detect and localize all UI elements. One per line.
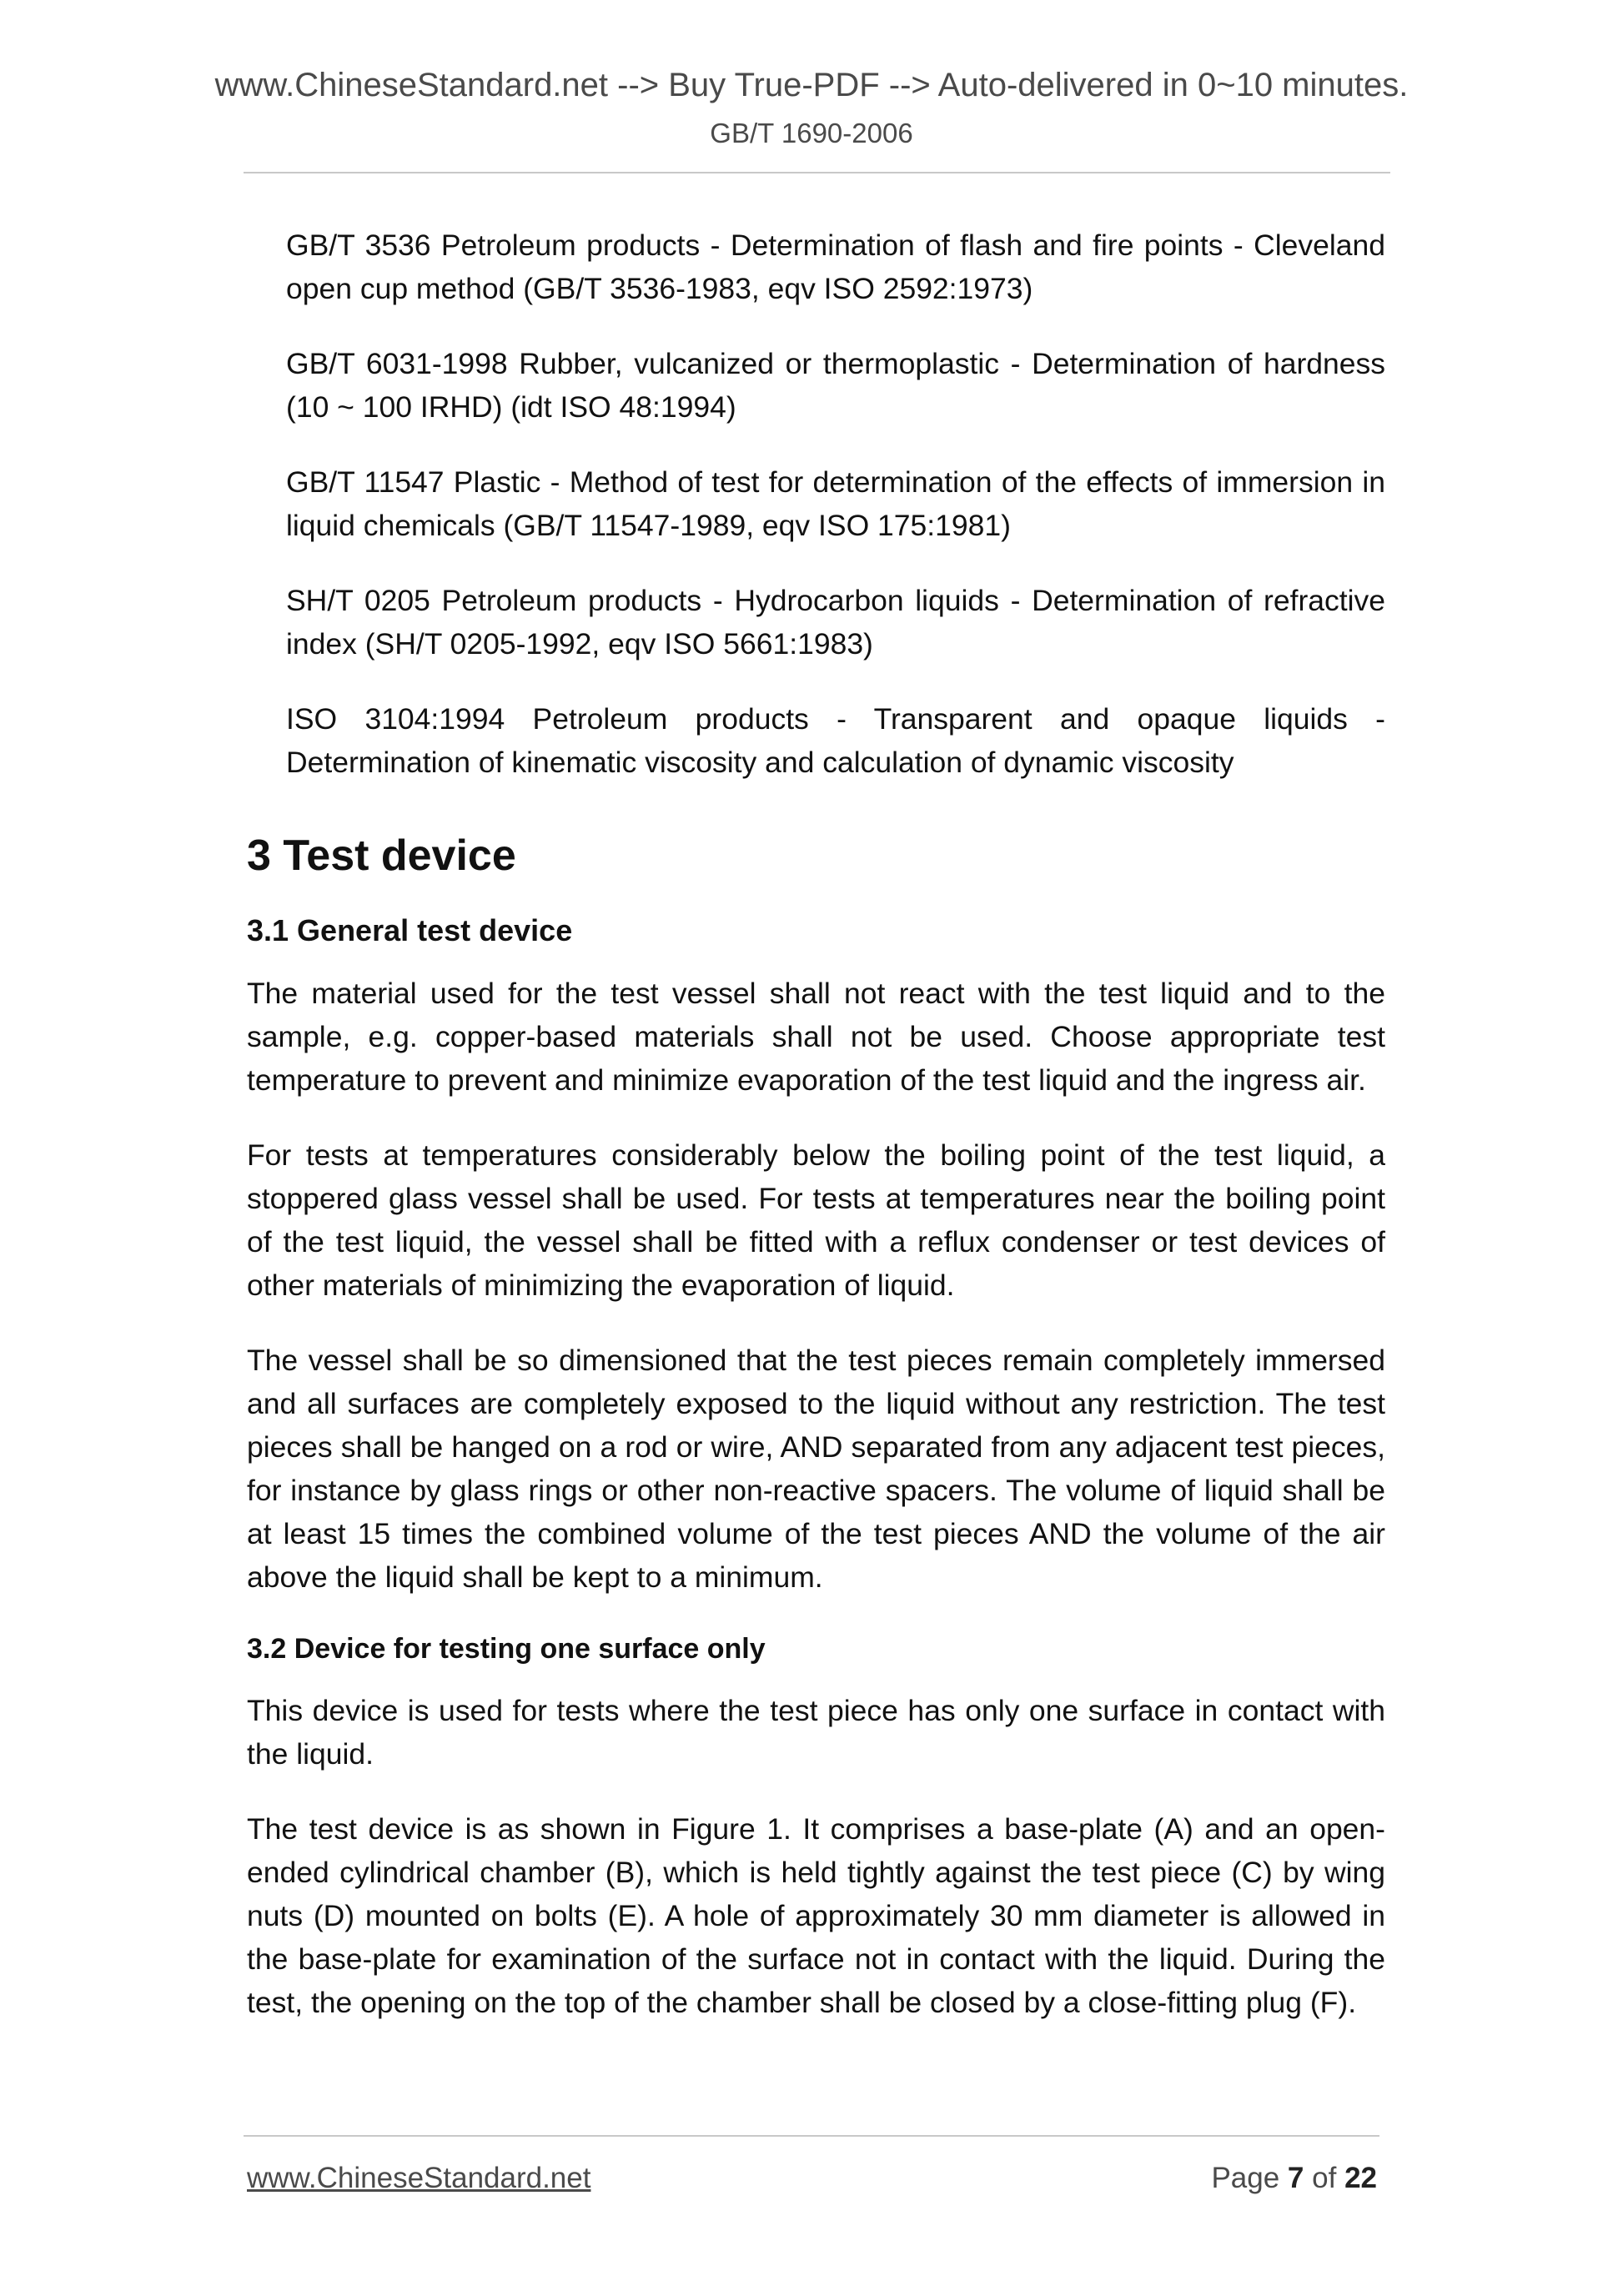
footer-divider — [244, 2135, 1379, 2137]
body-paragraph: The test device is as shown in Figure 1. It comprises a base-plate (A) and an open-ended cylindrical chamber (B), which is held tightly against the test piece (C) by wing nuts (D) mounted on bolts (E). A hole of approximately 30 mm diameter is allowed in the base-plate for examination of the surface not in contact with the liquid. During the test, the opening on the top of the chamber shall be closed by a close-fitting plug (F). — [247, 1812, 1385, 2019]
section-3 — [247, 830, 1385, 2056]
reference-item: GB/T 3536 Petroleum products - Determination of flash and fire points - Cleveland open cup method (GB/T 3536-1983, eqv ISO 2592:1973) — [286, 229, 1385, 305]
subsection-heading-3-1: 3.1 General test device — [247, 913, 573, 947]
page-label: Page — [1211, 2162, 1280, 2194]
reference-item: ISO 3104:1994 Petroleum products - Transparent and opaque liquids - Determination of kinematic viscosity and calculation of dynamic viscosity — [286, 702, 1385, 779]
footer-site-link[interactable]: www.ChineseStandard.net — [247, 2162, 591, 2194]
reference-item: SH/T 0205 Petroleum products - Hydrocarbon liquids - Determination of refractive index (SH/T 0205-1992, eqv ISO 5661:1983) — [286, 584, 1385, 661]
body-paragraph: This device is used for tests where the test piece has only one surface in contact with the liquid. — [247, 1694, 1385, 1771]
total-pages: 22 — [1344, 2162, 1377, 2194]
reference-item: GB/T 11547 Plastic - Method of test for determination of the effects of immersion in liquid chemicals (GB/T 11547-1989, eqv ISO 175:1981) — [286, 465, 1385, 542]
body-paragraph: The vessel shall be so dimensioned that the test pieces remain completely immersed and all surfaces are completely exposed to the liquid without any restriction. The test pieces shall be hanged on a rod or wire, AND separated from any adjacent test pieces, for instance by glass rings or other non-reactive spacers. The volume of liquid shall be at least 15 times the combined volume of the test pieces AND the volume of the air above the liquid shall be kept to a minimum. — [247, 1344, 1385, 1594]
section-heading: 3 Test device — [247, 831, 516, 880]
subsection-heading-3-2: 3.2 Device for testing one surface only — [247, 1633, 766, 1665]
page-of-label: of — [1312, 2162, 1337, 2194]
normative-references — [286, 224, 1385, 816]
body-paragraph: For tests at temperatures considerably below the boiling point of the test liquid, a stoppered glass vessel shall be used. For tests at temperatures near the boiling point of the test liquid, the vessel shall be fitted with a reflux condenser or test devices of other materials of minimizing the evaporation of liquid. — [247, 1138, 1385, 1302]
reference-item: GB/T 6031-1998 Rubber, vulcanized or thermoplastic - Determination of hardness (10 ~ 100 IRHD) (idt ISO 48:1994) — [286, 347, 1385, 424]
body-paragraph: The material used for the test vessel shall not react with the test liquid and to the sample, e.g. copper-based materials shall not be used. Choose appropriate test temperature to prevent and minimize evaporation of the test liquid and the ingress air. — [247, 977, 1385, 1097]
standard-code: GB/T 1690-2006 — [710, 118, 913, 148]
current-page: 7 — [1287, 2162, 1304, 2194]
page-number — [1211, 2160, 1377, 2197]
header-divider — [244, 172, 1390, 173]
site-banner: www.ChineseStandard.net --> Buy True-PDF --> Auto-delivered in 0~10 minutes. — [214, 67, 1409, 103]
